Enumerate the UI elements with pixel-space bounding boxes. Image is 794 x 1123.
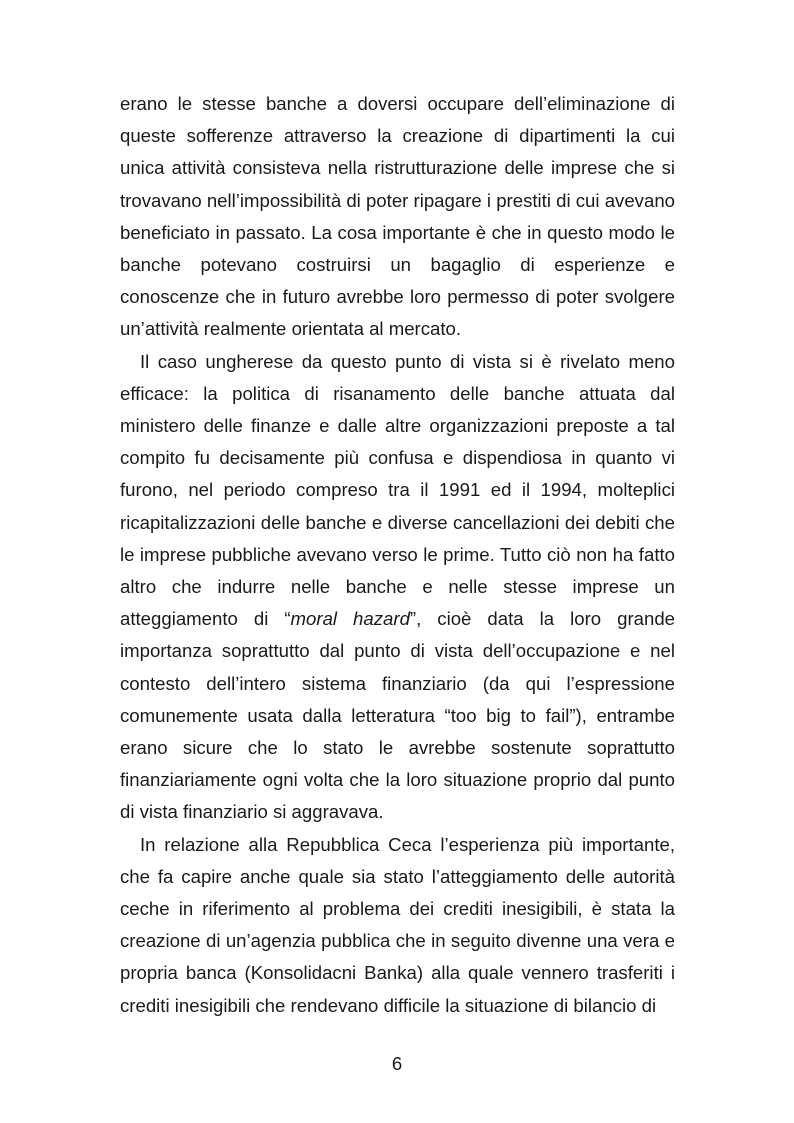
page-number: 6 — [391, 1053, 403, 1074]
paragraph-3: In relazione alla Repubblica Ceca l’esperienza più importante, che fa capire anche quale sia stato l’atteggiamento delle autorità ceche in riferimento al problema dei crediti inesigibili, è stata la creazione di un’agenzia pubblica che in seguito divenne una vera e propria banca (Konsolidacni Banka) alla quale vennero trasferiti i crediti inesigibili che rendevano difficile la situazione di bilancio di — [120, 833, 675, 1016]
paragraph-2-text-after: ”, cioè data la loro grande importanza soprattutto dal punto di vista dell’occupazione e nel contesto dell’intero sistema finanziario (da qui l’espressione comunemente usata dalla letteratura “too big to fail”), entrambe erano sicure che lo stato le avrebbe sostenute soprattutto finanziariamente ogni volta che la loro situazione proprio dal punto di vista finanziario si aggravava. — [120, 608, 676, 823]
paragraph-1: erano le stesse banche a doversi occupare dell’eliminazione di queste sofferenze attraverso la creazione di dipartimenti la cui unica attività consisteva nella ristrutturazione delle imprese che si trovavano nell’impossibilità di poter ripagare i prestiti di cui avevano beneficiato in passato. La cosa importante è che in questo modo le banche potevano costruirsi un bagaglio di esperienze e conoscenze che in futuro avrebbe loro permesso di poter svolgere un’attività realmente orientata al mercato. — [120, 93, 675, 340]
paragraph-2-emphasis: moral hazard — [290, 608, 410, 630]
paragraph-2-text-before: Il caso ungherese da questo punto di vista si è rivelato meno efficace: la politica di risanamento delle banche attuata dal ministero delle finanze e dalle altre organizzazioni preposte a tal compito fu decisamente più confusa e dispendiosa in quanto vi furono, nel periodo compreso tra il 1991 ed il 1994, molteplici ricapitalizzazioni delle banche e diverse cancellazioni dei debiti che le imprese pubbliche avevano verso le prime. Tutto ciò non ha fatto altro che indurre nelle banche e nelle stesse imprese un atteggiamento di “ — [120, 350, 675, 630]
document-body — [120, 88, 675, 1022]
paragraph-2 — [120, 346, 675, 829]
